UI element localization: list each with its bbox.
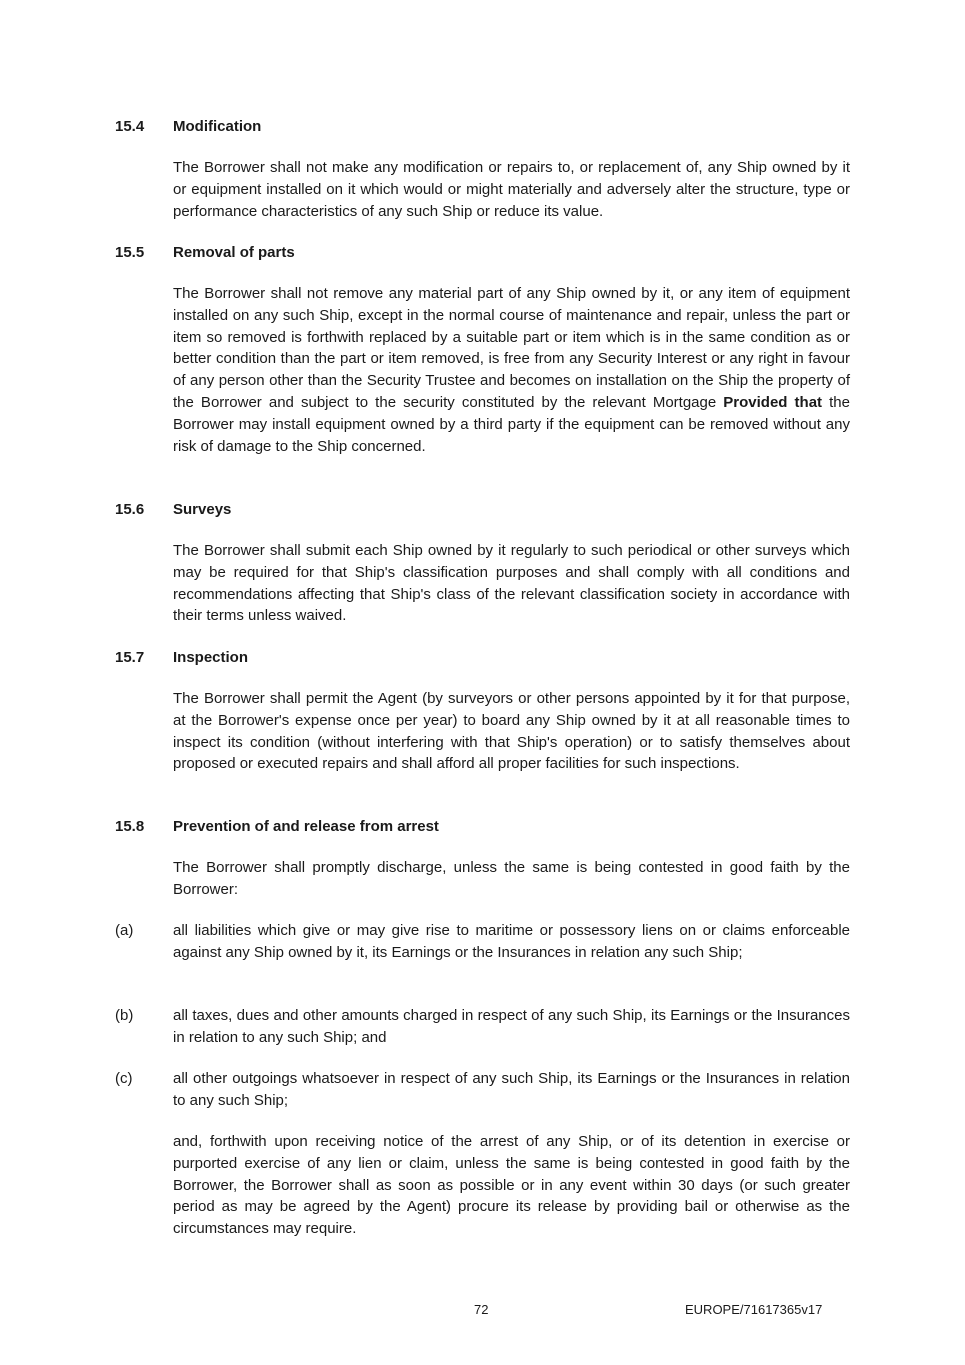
section-number: 15.4	[115, 118, 145, 135]
section-number: 15.6	[115, 501, 145, 518]
section-heading-15-5	[115, 243, 295, 263]
provided-that-emphasis: Provided that	[723, 393, 823, 411]
section-title: Removal of parts	[173, 244, 295, 261]
list-item-label: (b)	[115, 1007, 134, 1024]
list-item-text: all other outgoings whatsoever in respect of any such Ship, its Earnings or the Insurances in relation to any such Ship;	[173, 1070, 850, 1109]
section-number: 15.8	[115, 818, 145, 835]
section-body-15-5	[173, 283, 850, 457]
section-closing-15-8: and, forthwith upon receiving notice of the arrest of any Ship, or of its detention in exercise or purported exercise of any lien or claim, unless the same is being contested in good faith by the Borrower, the Borrower shall as soon as possible or in any event within 30 days (or such greater period as may be agreed by the Agent) procure its release by providing bail or otherwise as the circumstances may require.	[173, 1133, 850, 1238]
body-text: the Borrower may install equipment owned by a third party if the equipment can be removed without any risk of damage to the Ship concerned.	[173, 393, 850, 455]
list-item-text: all taxes, dues and other amounts charged in respect of any such Ship, its Earnings or the Insurances in relation to any such Ship; and	[173, 1007, 850, 1046]
section-title: Prevention of and release from arrest	[173, 818, 439, 835]
section-title: Surveys	[173, 501, 232, 518]
list-item-text: all liabilities which give or may give rise to maritime or possessory liens on or claims enforceable against any Ship owned by it, its Earnings or the Insurances in relation any such Ship;	[173, 922, 850, 961]
section-number: 15.7	[115, 649, 145, 666]
section-number: 15.5	[115, 244, 145, 261]
list-item-label: (c)	[115, 1070, 133, 1087]
section-heading-15-8	[115, 817, 439, 837]
section-heading-15-4	[115, 117, 261, 137]
body-text: The Borrower shall not remove any material part of any Ship owned by it, or any item of equipment installed on any such Ship, except in the normal course of maintenance and repair, unless the part or item so removed is forthwith replaced by a suitable part or item which is in the same condition as or better condition than the part or item removed, is free from any Security Interest or any right in favour of any person other than the Security Trustee and becomes on installation on the Ship the property of the Borrower and subject to the security constituted by the relevant Mortgage	[173, 285, 850, 411]
section-heading-15-7	[115, 648, 248, 668]
document-reference: EUROPE/71617365v17	[685, 1302, 823, 1317]
section-body-15-6: The Borrower shall submit each Ship owned by it regularly to such periodical or other surveys which may be required for that Ship's classification purposes and shall comply with all conditions and recommendations affecting that Ship's class of the relevant classification society in accordance with their terms unless waived.	[173, 542, 850, 625]
section-title: Modification	[173, 118, 262, 135]
list-item-label: (a)	[115, 922, 134, 939]
section-body-15-4: The Borrower shall not make any modification or repairs to, or replacement of, any Ship owned by it or equipment installed on it which would or might materially and adversely alter the structure, type or performance characteristics of any such Ship or reduce its value.	[173, 159, 850, 220]
page-number: 72	[474, 1302, 489, 1317]
section-heading-15-6	[115, 500, 231, 520]
section-intro-15-8: The Borrower shall promptly discharge, unless the same is being contested in good faith by the Borrower:	[173, 859, 850, 898]
section-title: Inspection	[173, 649, 249, 666]
section-body-15-7: The Borrower shall permit the Agent (by surveyors or other persons appointed by it for that purpose, at the Borrower's expense once per year) to board any Ship owned by it at all reasonable times to inspect its condition (without interfering with that Ship's operation) or to satisfy themselves about proposed or executed repairs and shall afford all proper facilities for such inspections.	[173, 690, 850, 773]
